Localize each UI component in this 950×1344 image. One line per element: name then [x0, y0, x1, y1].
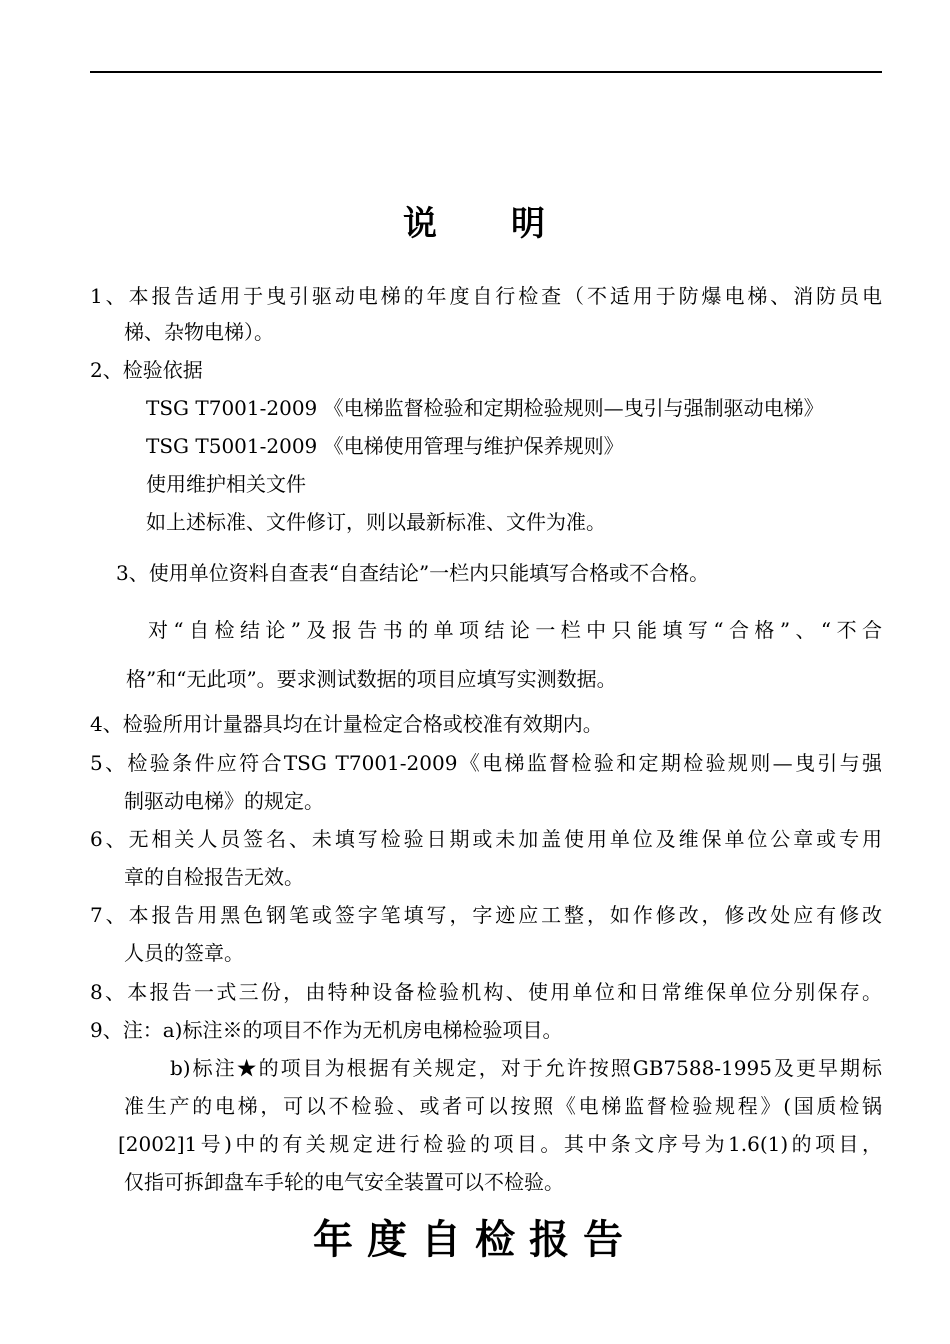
item-9b-line-1: b)标注★的项目为根据有关规定，对于允许按照GB7588-1995及更早期标 [170, 1056, 882, 1080]
item-9b-line-4: 仅指可拆卸盘车手轮的电气安全装置可以不检验。 [124, 1170, 564, 1194]
item-7-line-1: 7、本报告用黑色钢笔或签字笔填写，字迹应工整，如作修改，修改处应有修改 [90, 903, 882, 927]
item-3-line-3: 格”和“无此项”。要求测试数据的项目应填写实测数据。 [126, 667, 617, 691]
basis-standard-1: TSG T7001-2009 《电梯监督检验和定期检验规则—曳引与强制驱动电梯》 [146, 396, 824, 420]
page-title: 说 明 [403, 204, 547, 244]
item-5-line-2: 制驱动电梯》的规定。 [124, 789, 324, 813]
basis-documents: 使用维护相关文件 [146, 472, 306, 496]
item-4: 4、检验所用计量器具均在计量检定合格或校准有效期内。 [90, 712, 603, 736]
item-8: 8、本报告一式三份，由特种设备检验机构、使用单位和日常维保单位分别保存。 [90, 980, 882, 1004]
item-3-line-1: 3、使用单位资料自查表“自查结论”一栏内只能填写合格或不合格。 [116, 561, 710, 585]
basis-standard-2: TSG T5001-2009 《电梯使用管理与维护保养规则》 [146, 434, 624, 458]
item-6-line-1: 6、无相关人员签名、未填写检验日期或未加盖使用单位及维保单位公章或专用 [90, 827, 882, 851]
annual-self-inspection-report-title: 年度自检报告 [313, 1217, 637, 1263]
item-9b-line-3: [2002]1号)中的有关规定进行检验的项目。其中条文序号为1.6(1)的项目， [118, 1132, 882, 1156]
item-9b-line-2: 准生产的电梯，可以不检验、或者可以按照《电梯监督检验规程》(国质检锅 [124, 1094, 882, 1118]
item-5-line-1: 5、检验条件应符合TSG T7001-2009《电梯监督检验和定期检验规则—曳引与强 [90, 751, 882, 775]
item-2-heading: 2、检验依据 [90, 358, 203, 382]
item-9-line-1: 9、注：a)标注※的项目不作为无机房电梯检验项目。 [90, 1018, 563, 1042]
basis-revision-note: 如上述标准、文件修订，则以最新标准、文件为准。 [146, 510, 606, 534]
item-6-line-2: 章的自检报告无效。 [124, 865, 304, 889]
item-7-line-2: 人员的签章。 [124, 941, 244, 965]
item-1-line-2: 梯、杂物电梯）。 [124, 320, 274, 344]
item-3-line-2: 对“自检结论”及报告书的单项结论一栏中只能填写“合格”、“不合 [148, 618, 882, 642]
top-rule [90, 71, 882, 73]
item-1-line-1: 1、本报告适用于曳引驱动电梯的年度自行检查（不适用于防爆电梯、消防员电 [90, 284, 882, 308]
